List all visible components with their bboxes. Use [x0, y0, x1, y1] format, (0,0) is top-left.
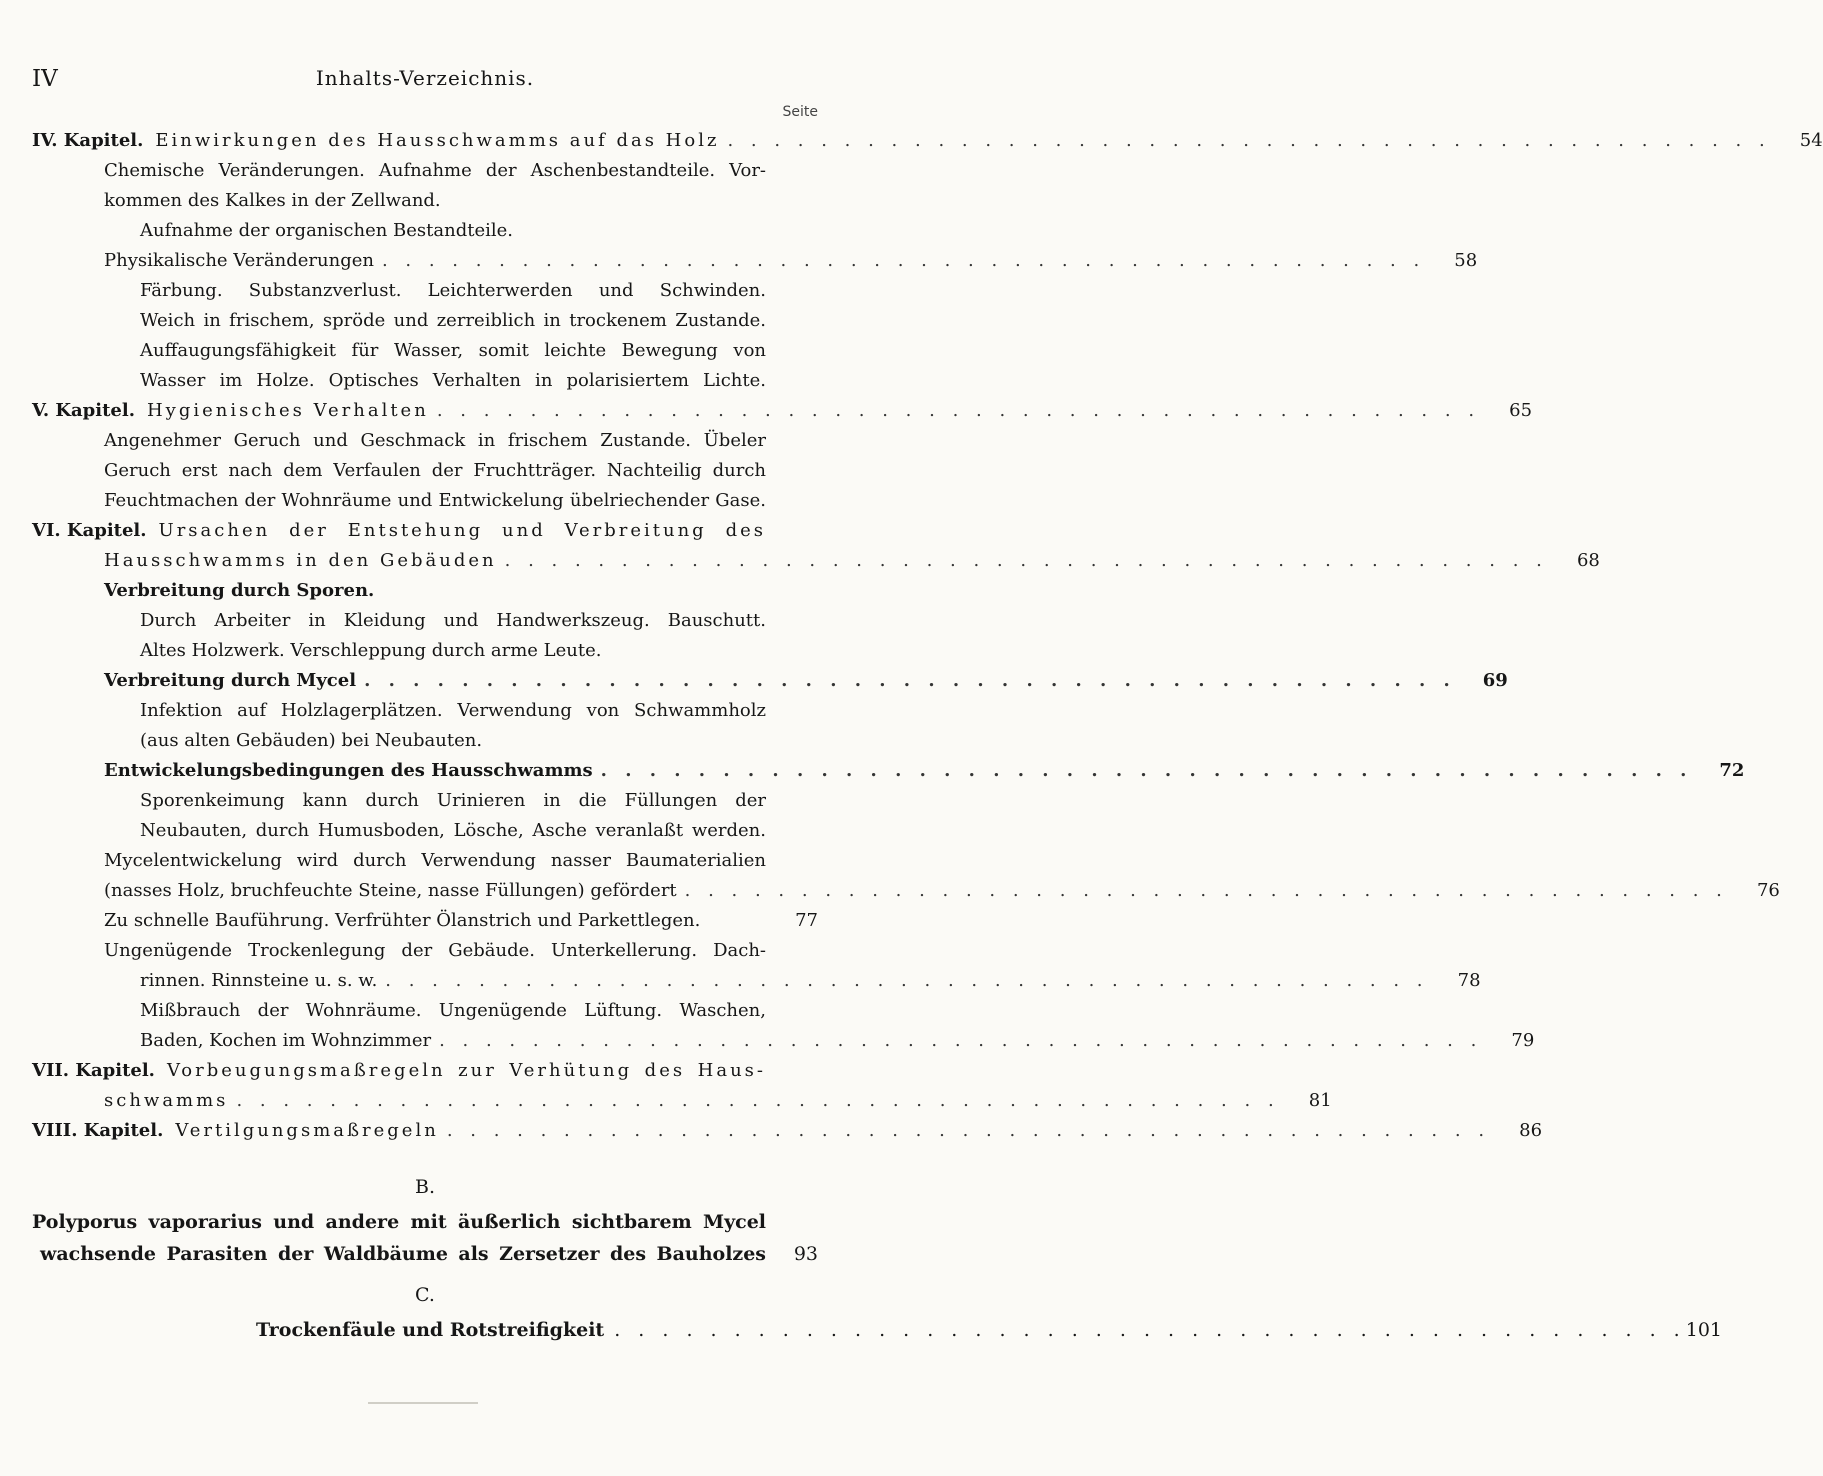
chapter-7-heading-cont: [32, 1086, 1332, 1116]
page-ref: 93: [793, 1243, 818, 1265]
chapter-title: Hygienisches Verhalten: [146, 400, 429, 421]
leader-dots: . . . . . . . . . . . . . . . . . . . . . . . . . . . . . . . . . . . . . . . . . . . . .: [385, 970, 1429, 991]
toc-line: Ungenügende Trockenlegung der Gebäude. Unterkellerung. Dach-: [104, 940, 766, 961]
chapter-6-heading-cont: [32, 546, 1600, 576]
chapter-label: VII. Kapitel.: [32, 1060, 155, 1081]
toc-line: Feuchtmachen der Wohnräume und Entwickelung übelriechender Gase.: [104, 490, 766, 511]
chapter-4-heading: [32, 126, 1823, 156]
section-b-line: wachsende Parasiten der Waldbäume als Zersetzer des Bauholzes 93: [32, 1238, 818, 1270]
page-ref: 72: [1719, 760, 1745, 781]
page-column-label: Seite: [782, 104, 818, 120]
section-b-title: [32, 1206, 818, 1270]
chapter-title: schwamms: [104, 1090, 229, 1111]
toc-line: (aus alten Gebäuden) bei Neubauten.: [140, 730, 483, 751]
page-number: IV: [32, 66, 58, 92]
toc-line: Infektion auf Holzlagerplätzen. Verwendung von Schwammholz: [140, 700, 766, 721]
chapter-title: Vertilgungsmaßregeln: [175, 1120, 439, 1141]
page-ref: 79: [1511, 1030, 1535, 1051]
toc-line: Neubauten, durch Humusboden, Lösche, Asche veranlaßt werden.: [140, 820, 766, 841]
toc-line: Mycelentwickelung wird durch Verwendung nasser Baumaterialien: [104, 850, 766, 871]
running-head: [32, 66, 818, 120]
toc-line: Auffaugungsfähigkeit für Wasser, somit leichte Bewegung von: [140, 340, 766, 361]
page-ref: 81: [1308, 1090, 1332, 1111]
section-c-text: Trockenfäule und Rotstreifigkeit: [256, 1319, 605, 1341]
toc-line: Färbung. Substanzverlust. Leichterwerden und Schwinden.: [140, 280, 766, 301]
leader-dots: . . . . . . . . . . . . . . . . . . . . . . . . . . . . . . . . . . . . . . . . . . . . .: [381, 250, 1426, 271]
page-ref: 76: [1756, 880, 1780, 901]
toc-line: Wasser im Holze. Optisches Verhalten in polarisiertem Lichte.: [140, 370, 766, 391]
chapter-title: Einwirkungen des Hausschwamms auf das Holz: [155, 130, 720, 151]
page-ref: 58: [1454, 250, 1478, 271]
chapter-label: V. Kapitel.: [32, 400, 135, 421]
subsection-heading: Entwickelungsbedingungen des Hausschwamms . . . . . . . . . . . . . . . . . . . . . . . . . . . . . . . . . . . . . . . . . . . . . 72: [32, 756, 818, 786]
toc-line: Mißbrauch der Wohnräume. Ungenügende Lüftung. Waschen,: [140, 1000, 766, 1021]
page-ref: 54: [1799, 130, 1823, 151]
toc-line: (nasses Holz, bruchfeuchte Steine, nasse Füllungen) gefördert . . . . . . . . . . . . . . . . . . . . . . . . . . . . . . . . . . . . . . . . . . . . . 76: [32, 876, 818, 906]
toc-line: Zu schnelle Bauführung. Verfrühter Ölanstrich und Parkettlegen. 77: [32, 906, 818, 936]
toc-line: Durch Arbeiter in Kleidung und Handwerkszeug. Bauschutt.: [140, 610, 766, 631]
page-ref: 65: [1509, 400, 1533, 421]
page-ref: 78: [1457, 970, 1481, 991]
leader-dots: . . . . . . . . . . . . . . . . . . . . . . . . . . . . . . . . . . . . . . . . . . . . .: [439, 1030, 1483, 1051]
leader-dots: . . . . . . . . . . . . . . . . . . . . . . . . . . . . . . . . . . . . . . . . . . . . .: [614, 1319, 1686, 1341]
leader-dots: . . . . . . . . . . . . . . . . . . . . . . . . . . . . . . . . . . . . . . . . . . . . .: [504, 550, 1548, 571]
subsection-heading: Physikalische Veränderungen . . . . . . . . . . . . . . . . . . . . . . . . . . . . . . . . . . . . . . . . . . . . . 58: [32, 246, 818, 276]
toc-line: Baden, Kochen im Wohnzimmer . . . . . . . . . . . . . . . . . . . . . . . . . . . . . . . . . . . . . . . . . . . . . 79: [32, 1026, 818, 1056]
page-ref: 86: [1519, 1120, 1543, 1141]
page-ref: 101: [1685, 1319, 1722, 1341]
toc-line: kommen des Kalkes in der Zellwand.: [104, 190, 441, 211]
chapter-6-heading: [32, 516, 818, 546]
chapter-title: Hausschwamms in den Gebäuden: [104, 550, 497, 571]
toc-line: Altes Holzwerk. Verschleppung durch arme Leute.: [140, 640, 602, 661]
chapter-label: IV. Kapitel.: [32, 130, 144, 151]
running-title: Inhalts-Verzeichnis.: [315, 66, 535, 90]
leader-dots: . . . . . . . . . . . . . . . . . . . . . . . . . . . . . . . . . . . . . . . . . . . . .: [364, 670, 1456, 691]
chapter-5-heading: [32, 396, 1533, 426]
toc-line: Angenehmer Geruch und Geschmack in frischem Zustande. Übeler: [104, 430, 766, 451]
section-c-title: [32, 1314, 1722, 1346]
subsection-heading: Verbreitung durch Sporen.: [104, 580, 375, 601]
leader-dots: . . . . . . . . . . . . . . . . . . . . . . . . . . . . . . . . . . . . . . . . . . . . .: [446, 1120, 1491, 1141]
leader-dots: . . . . . . . . . . . . . . . . . . . . . . . . . . . . . . . . . . . . . . . . . . . . .: [436, 400, 1481, 421]
page-ref: 68: [1576, 550, 1600, 571]
toc-line: Geruch erst nach dem Verfaulen der Fruchtträger. Nachteilig durch: [104, 460, 766, 481]
chapter-title: Ursachen der Entstehung und Verbreitung des: [158, 520, 766, 541]
decorative-rule: [368, 1402, 478, 1404]
chapter-7-heading: [32, 1056, 818, 1086]
chapter-label: VI. Kapitel.: [32, 520, 147, 541]
toc-line: Aufnahme der organischen Bestandteile.: [140, 220, 514, 241]
leader-dots: . . . . . . . . . . . . . . . . . . . . . . . . . . . . . . . . . . . . . . . . . . . . .: [727, 130, 1771, 151]
table-of-contents: [32, 126, 1823, 1146]
toc-line: Sporenkeimung kann durch Urinieren in die Füllungen der: [140, 790, 766, 811]
chapter-label: VIII. Kapitel.: [32, 1120, 164, 1141]
leader-dots: . . . . . . . . . . . . . . . . . . . . . . . . . . . . . . . . . . . . . . . . . . . . .: [236, 1090, 1280, 1111]
leader-dots: . . . . . . . . . . . . . . . . . . . . . . . . . . . . . . . . . . . . . . . . . . . . .: [684, 880, 1728, 901]
section-b-letter: B.: [414, 1176, 435, 1198]
section-c-letter: C.: [415, 1284, 435, 1306]
subsection-heading: Verbreitung durch Mycel . . . . . . . . . . . . . . . . . . . . . . . . . . . . . . . . . . . . . . . . . . . . . 69: [32, 666, 818, 696]
page-ref: 77: [795, 910, 818, 931]
toc-line: Chemische Veränderungen. Aufnahme der Aschenbestandteile. Vor-: [104, 160, 766, 181]
chapter-8-heading: [32, 1116, 1543, 1146]
leader-dots: . . . . . . . . . . . . . . . . . . . . . . . . . . . . . . . . . . . . . . . . . . . . .: [600, 760, 1693, 781]
section-b-line: Polyporus vaporarius und andere mit äußerlich sichtbarem Mycel: [32, 1211, 766, 1233]
page-ref: 69: [1482, 670, 1508, 691]
toc-line: Weich in frischem, spröde und zerreiblich in trockenem Zustande.: [140, 310, 766, 331]
toc-line: rinnen. Rinnsteine u. s. w. . . . . . . . . . . . . . . . . . . . . . . . . . . . . . . . . . . . . . . . . . . . . . 78: [32, 966, 818, 996]
chapter-title: Vorbeugungsmaßregeln zur Verhütung des Haus-: [166, 1060, 766, 1081]
